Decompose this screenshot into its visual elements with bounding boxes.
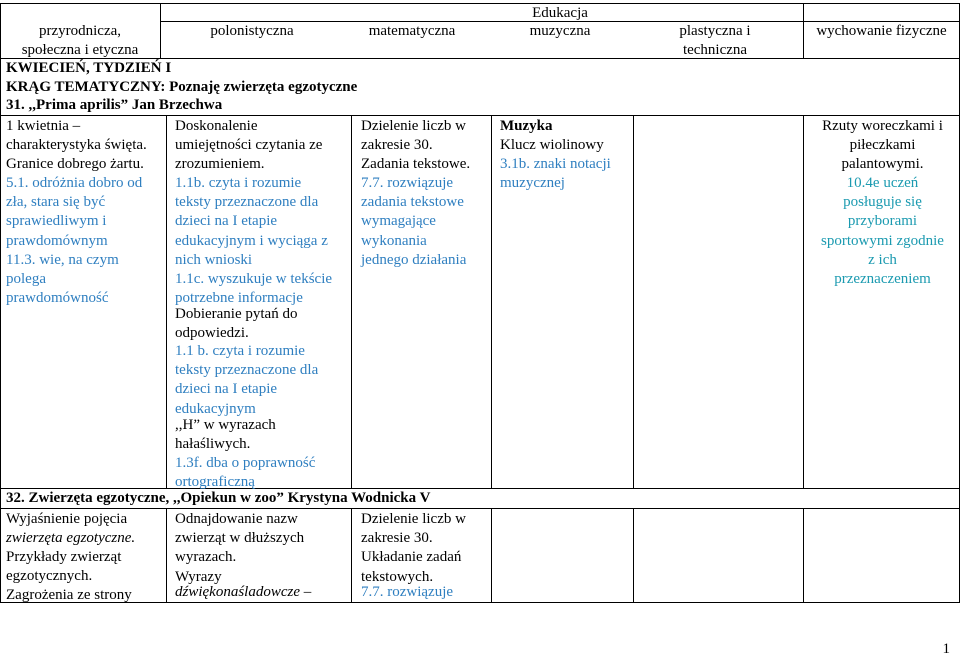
col-divider-2 [351,115,352,489]
polonistyczna-content-c: Dobieranie pytań do odpowiedzi. [175,306,298,342]
column-header-wf: wychowanie fizyczne [816,23,947,39]
muzyczna-content: Klucz wiolinowy [500,137,604,153]
matematyczna-content: Dzielenie liczb w zakresie 30. Zadania tekstowe. [361,118,471,173]
s2-polonistyczna-1: Odnajdowanie nazw zwierząt w dłuższych wyrazach. Wyrazy [175,511,305,585]
wf-outcomes: 10.4e uczeń posługuje się przyborami sportowymi zgodnie z ich przeznaczeniem [821,175,944,288]
column-header-plastyczna: plastyczna i techniczna [679,23,751,59]
s2-matematyczna-content: Dzielenie liczb w zakresie 30. Układanie zadań tekstowych. [361,511,466,585]
column-header-matematyczna: matematyczna [368,23,456,39]
col-divider-5b [803,115,804,489]
przyrodnicza-outcomes: 5.1. odróżnia dobro od zła, stara się być sprawiedliwym i prawdomównym 11.3. wie, na czym polega prawdomówność [6,175,143,307]
month-week-heading: KWIECIEŃ, TYDZIEŃ I [6,60,172,76]
polonistyczna-outcomes-f: 1.3f. dba o poprawność ortograficzną [175,455,316,491]
s2-matematyczna-outcomes: 7.7. rozwiązuje [361,584,454,600]
polonistyczna-outcomes-b: 1.1b. czyta i rozumie teksty przeznaczone dla dzieci na I etapie edukacyjnym i wyciąga z nich wnioski 1.1c. wyszukuje w tekście potrzebne informacje [175,175,333,307]
column-header-muzyczna: muzyczna [529,23,591,39]
matematyczna-outcomes: 7.7. rozwiązuje zadania tekstowe wymagające wykonania jednego działania [361,175,467,268]
col-divider-4c [633,508,634,603]
column-header-polonistyczna: polonistyczna [210,23,294,39]
polonistyczna-outcomes-d: 1.1 b. czyta i rozumie teksty przeznaczone dla dzieci na I etapie edukacyjnym [175,343,319,417]
col-divider-1c [166,508,167,603]
page-number: 1 [942,641,950,657]
header-title: Edukacja [532,5,588,21]
col-divider-3c [491,508,492,603]
polonistyczna-content-e: ,,H” w wyrazach hałaśliwych. [175,417,276,453]
polonistyczna-content-a: Doskonalenie umiejętności czytania ze zrozumieniem. [175,118,323,173]
wf-content: Rzuty woreczkami i piłeczkami palantowymi. [822,118,943,173]
lesson-31-title: 31. ,,Prima aprilis” Jan Brzechwa [6,97,223,113]
s2-przyrodnicza-1: Wyjaśnienie pojęcia [6,511,128,527]
s2-przyrodnicza-italic: zwierzęta egzotyczne. [6,530,136,546]
column-header-przyrodnicza: przyrodnicza, społeczna i etyczna [21,23,139,59]
lesson-32-title: 32. Zwierzęta egzotyczne, ,,Opiekun w zoo” Krystyna Wodnicka V [6,490,431,506]
s2-przyrodnicza-2: Przykłady zwierząt egzotycznych. Zagrożenia ze strony [6,549,132,604]
border-left [0,3,1,603]
col-divider-1b [166,115,167,489]
s2-polonistyczna-italic: dźwiękonaśladowcze – [175,584,312,600]
col-divider-4 [633,115,634,489]
col-divider-2c [351,508,352,603]
col-divider-5c [803,508,804,603]
col-divider-3 [491,115,492,489]
muzyczna-outcomes: 3.1b. znaki notacji muzycznej [500,156,611,192]
przyrodnicza-content: 1 kwietnia – charakterystyka święta. Granice dobrego żartu. [6,118,147,173]
muzyczna-title: Muzyka [500,118,553,134]
theme-heading: KRĄG TEMATYCZNY: Poznaję zwierzęta egzotyczne [6,79,358,95]
